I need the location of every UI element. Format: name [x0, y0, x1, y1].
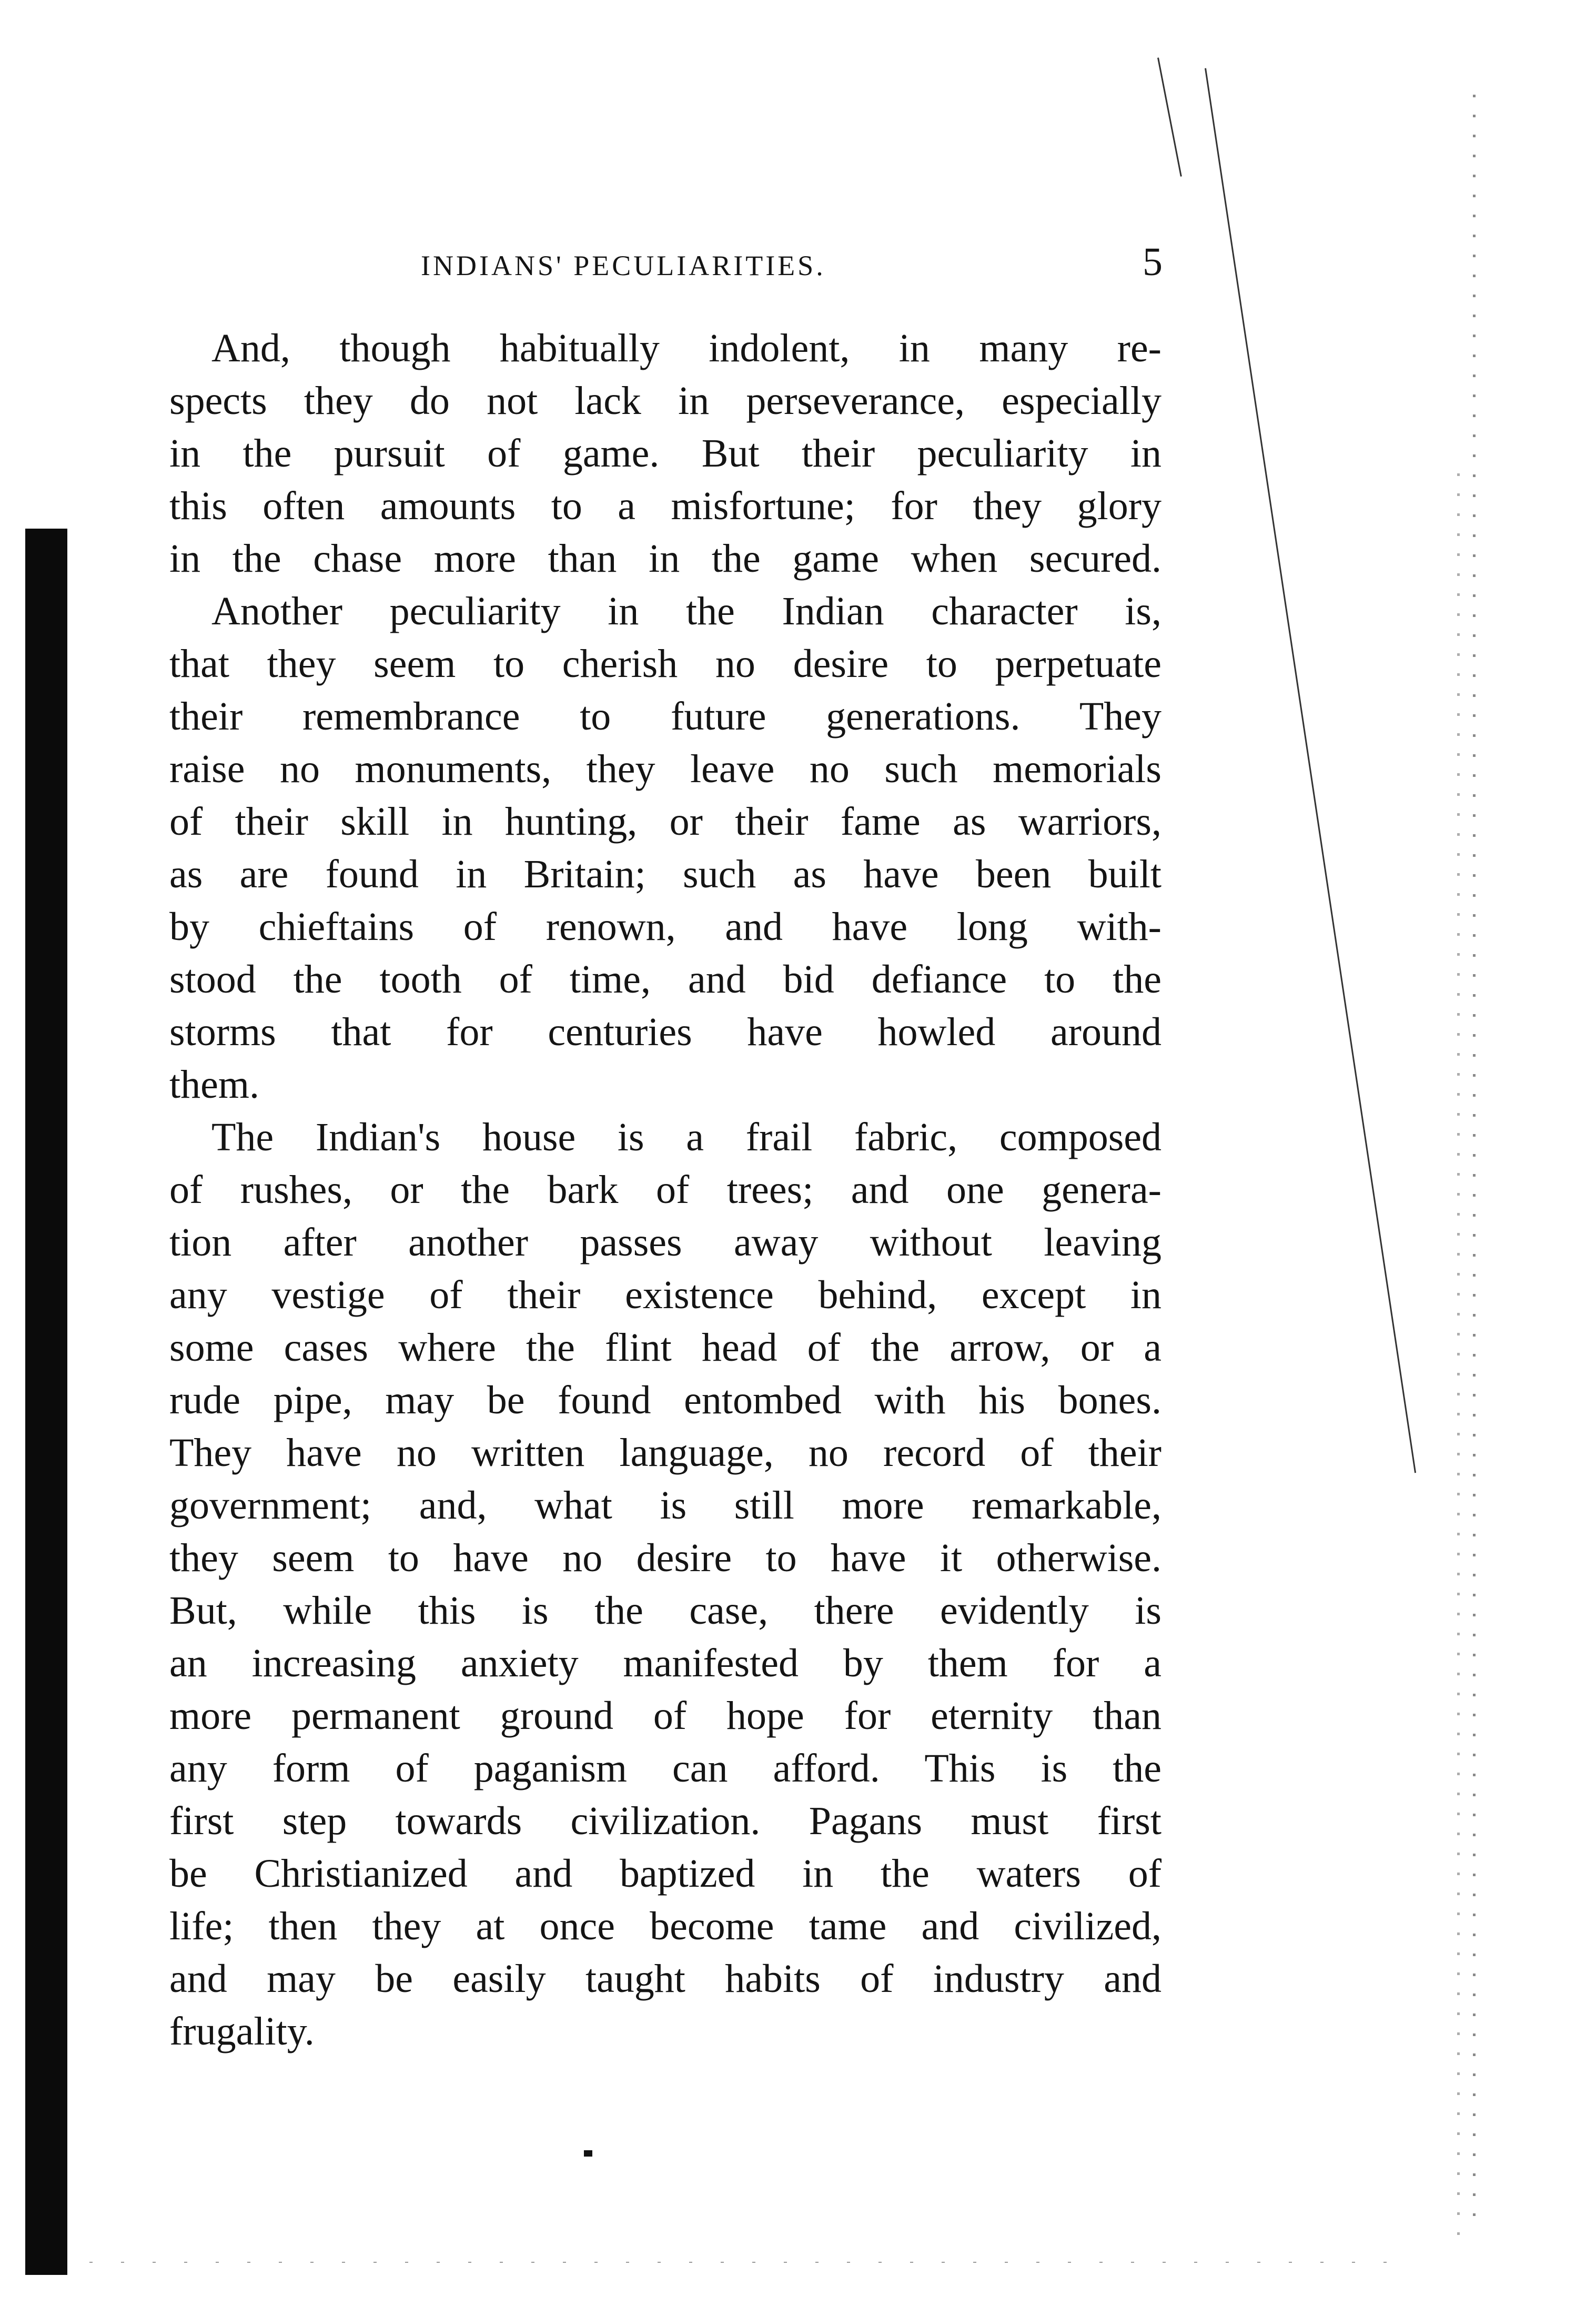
running-head: INDIANS' PECULIARITIES. [421, 250, 826, 281]
page-body [169, 322, 1161, 2110]
right-edge-specks-secondary [1457, 473, 1460, 2235]
text-line: first step towards civilization. Pagans must first [169, 1799, 1161, 1843]
binding-shadow [25, 529, 67, 2275]
text-line: any vestige of their existence behind, except in [169, 1273, 1161, 1317]
text-line: and may be easily taught habits of industry and [169, 1957, 1161, 2001]
text-line: they seem to have no desire to have it otherwise. [169, 1536, 1161, 1580]
text-line: them. [169, 1063, 259, 1107]
text-line: spects they do not lack in perseverance, especially [169, 379, 1161, 423]
text-line: of their skill in hunting, or their fame as warriors, [169, 800, 1161, 844]
text-line: rude pipe, may be found entombed with his bones. [169, 1378, 1161, 1422]
text-line: some cases where the flint head of the arrow, or a [169, 1325, 1161, 1370]
text-line: as are found in Britain; such as have been built [169, 852, 1161, 896]
text-line: Another peculiarity in the Indian character is, [211, 589, 1161, 633]
text-line: their remembrance to future generations. They [169, 694, 1161, 738]
bottom-edge-specks [89, 2262, 1405, 2263]
text-line: of rushes, or the bark of trees; and one genera- [169, 1168, 1161, 1212]
gutter-fold-line-top [1157, 57, 1182, 176]
text-line: But, while this is the case, there evidently is [169, 1588, 1161, 1633]
text-line: government; and, what is still more remarkable, [169, 1483, 1161, 1527]
page-number: 5 [1143, 240, 1163, 284]
text-line: by chieftains of renown, and have long with- [169, 905, 1161, 949]
text-line: raise no monuments, they leave no such memorials [169, 747, 1161, 791]
text-line: They have no written language, no record of their [169, 1431, 1161, 1475]
text-line: tion after another passes away without leaving [169, 1220, 1161, 1264]
text-line: in the chase more than in the game when secured. [169, 537, 1161, 581]
text-line: more permanent ground of hope for eternity than [169, 1694, 1161, 1738]
gutter-fold-line [1205, 68, 1416, 1473]
text-line: life; then they at once become tame and civilized, [169, 1904, 1161, 1948]
text-line: be Christianized and baptized in the waters of [169, 1851, 1161, 1896]
right-edge-specks [1473, 95, 1476, 2225]
text-line: an increasing anxiety manifested by them for a [169, 1641, 1161, 1685]
text-line: frugality. [169, 2009, 315, 2053]
text-line: that they seem to cherish no desire to perpetuate [169, 642, 1161, 686]
text-line: stood the tooth of time, and bid defiance to the [169, 957, 1161, 1001]
text-line: storms that for centuries have howled around [169, 1010, 1161, 1054]
text-line: this often amounts to a misfortune; for they glory [169, 484, 1161, 528]
text-line: any form of paganism can afford. This is the [169, 1746, 1161, 1790]
text-line: in the pursuit of game. But their peculiarity in [169, 431, 1161, 475]
ink-mark [584, 2150, 592, 2157]
page-header [168, 242, 1163, 295]
text-line: And, though habitually indolent, in many re- [211, 326, 1161, 370]
text-line: The Indian's house is a frail fabric, composed [211, 1115, 1161, 1159]
